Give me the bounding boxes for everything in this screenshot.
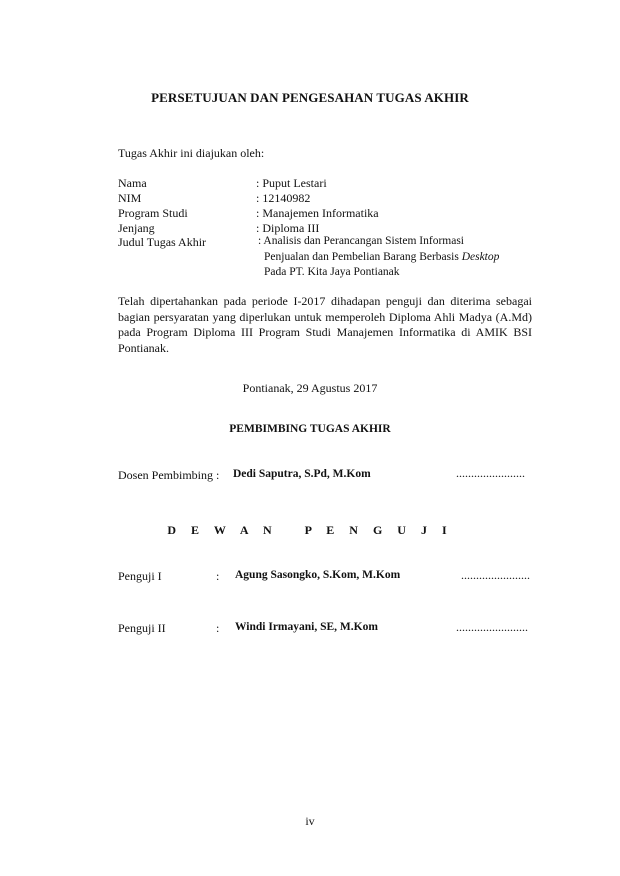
penguji-1-label: Penguji I [118,569,162,583]
field-label-program-studi: Program Studi [118,206,188,220]
penguji-1-colon: : [216,569,220,583]
pembimbing-signature-dots: ....................... [456,466,525,480]
field-label-jenjang: Jenjang [118,221,155,235]
page-title: PERSETUJUAN DAN PENGESAHAN TUGAS AKHIR [151,90,469,105]
pembimbing-label: Dosen Pembimbing : [118,468,220,482]
field-value-program-studi: : Manajemen Informatika [256,206,379,220]
penguji-1-name: Agung Sasongko, S.Kom, M.Kom [235,569,401,581]
field-label-nim: NIM [118,191,142,205]
penguji-2-signature-dots: ........................ [456,620,528,634]
field-value-nim: : 12140982 [256,191,311,205]
field-value-judul: : Analisis dan Perancangan Sistem Informasi [258,235,465,247]
field-label-nama: Nama [118,176,147,190]
field-label-judul: Judul Tugas Akhir [118,235,207,249]
judul-line-2 [264,251,499,263]
page-number: iv [305,814,315,828]
pembimbing-heading: PEMBIMBING TUGAS AKHIR [229,423,391,435]
judul-line-3: Pada PT. Kita Jaya Pontianak [264,266,400,278]
dewan-penguji-heading: D E W A N P E N G U J I [167,523,453,537]
field-value-nama: : Puput Lestari [256,176,327,190]
field-value-jenjang: : Diploma III [256,221,320,235]
intro-text: Tugas Akhir ini diajukan oleh: [118,146,265,160]
pembimbing-name: Dedi Saputra, S.Pd, M.Kom [233,468,371,480]
judul-line-2-italic: Desktop [461,251,500,263]
judul-line-2-text: Penjualan dan Pembelian Barang Berbasis [264,251,462,263]
penguji-2-label: Penguji II [118,621,166,635]
penguji-2-name: Windi Irmayani, SE, M.Kom [235,621,378,633]
penguji-2-colon: : [216,621,220,635]
penguji-1-signature-dots: ....................... [461,568,530,582]
city-date: Pontianak, 29 Agustus 2017 [242,381,378,395]
approval-paragraph: Telah dipertahankan pada periode I-2017 dihadapan penguji dan diterima sebagai bagian persyaratan yang diperlukan untuk memperoleh Diploma Ahli Madya (A.Md) pada Program Diploma III Program Studi Manajemen Informatika di AMIK BSI Pontianak. [118,294,532,355]
